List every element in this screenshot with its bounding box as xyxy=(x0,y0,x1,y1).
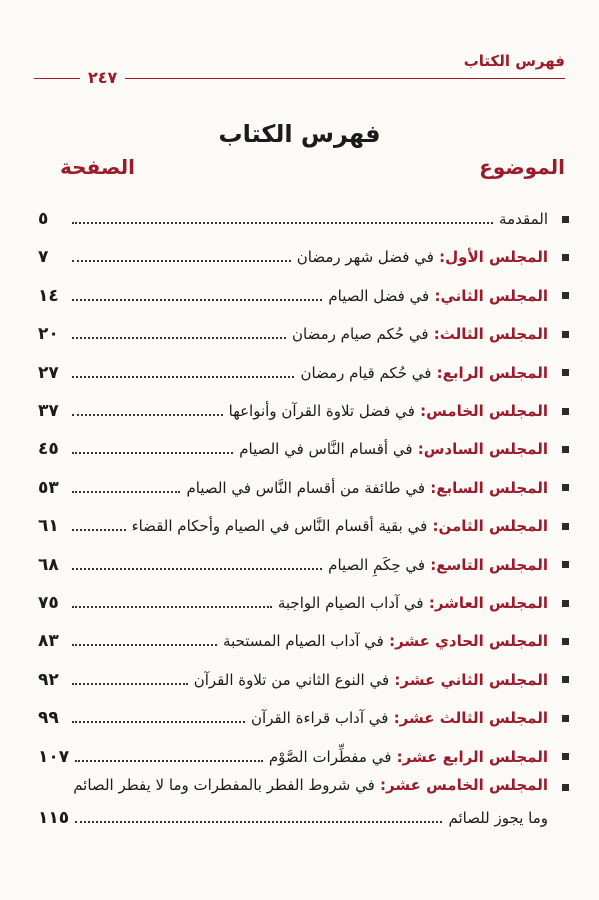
entry-continuation xyxy=(38,808,548,828)
page-title: فهرس الكتاب xyxy=(218,120,381,148)
entry-text xyxy=(38,776,548,794)
entry-page-number: ١٤ xyxy=(38,285,59,306)
toc-entry[interactable] xyxy=(38,546,569,584)
leader-dots xyxy=(75,760,263,762)
running-title: فهرس الكتاب xyxy=(463,52,565,70)
entry-title: في النوع الثاني من تلاوة القرآن xyxy=(193,670,390,689)
entry-text xyxy=(499,210,548,228)
page-number: ٢٤٧ xyxy=(80,68,125,87)
entry-text xyxy=(186,479,548,497)
entry-colon: : xyxy=(389,670,401,689)
entry-colon: : xyxy=(374,776,387,794)
toc-entry[interactable] xyxy=(38,392,569,430)
entry-text xyxy=(278,594,548,612)
entry-text xyxy=(239,440,548,458)
page-column-heading: الصفحة xyxy=(60,155,136,179)
toc-entry[interactable] xyxy=(38,507,569,545)
entry-colon: : xyxy=(425,478,437,497)
bullet-icon xyxy=(562,484,569,491)
leader-dots xyxy=(72,606,272,608)
entry-label: المجلس الثاني xyxy=(440,286,548,305)
entry-colon: : xyxy=(433,248,446,267)
bullet-icon xyxy=(562,331,569,338)
bullet-icon xyxy=(562,408,569,415)
entry-colon: : xyxy=(383,632,396,651)
subject-column-heading: الموضوع xyxy=(479,155,565,179)
entry-text xyxy=(269,748,548,766)
bullet-icon xyxy=(562,600,569,607)
entry-page-number: ٩٩ xyxy=(38,708,59,729)
entry-text xyxy=(328,556,548,574)
entry-label: المجلس الرابع xyxy=(442,363,548,382)
entry-title: في شروط الفطر بالمفطرات وما لا يفطر الصائم xyxy=(73,776,375,794)
bullet-icon xyxy=(562,446,569,453)
entry-page-number: ٤٥ xyxy=(38,439,59,460)
bullet-icon xyxy=(562,784,569,791)
toc-entry[interactable] xyxy=(38,776,569,836)
entry-title: في آداب الصيام الواجبة xyxy=(277,594,424,612)
toc-entry[interactable] xyxy=(38,622,569,660)
leader-dots xyxy=(75,821,442,823)
bullet-icon xyxy=(562,216,569,223)
toc-entry[interactable] xyxy=(38,200,569,238)
entry-title: في آداب الصيام المستحبة xyxy=(223,632,384,651)
entry-text xyxy=(328,287,548,305)
entry-text xyxy=(297,248,548,266)
entry-page-number: ١١٥ xyxy=(38,808,70,828)
entry-label: المجلس الثاني عشر xyxy=(400,670,548,689)
entry-page-number: ٢٧ xyxy=(38,362,59,383)
toc-entry[interactable] xyxy=(38,699,569,737)
entry-label: المجلس التاسع xyxy=(436,555,548,574)
leader-dots xyxy=(72,721,245,723)
entry-title-continued: وما يجوز للصائم xyxy=(448,809,548,827)
entry-colon: : xyxy=(423,594,435,612)
toc-entry[interactable] xyxy=(38,277,569,315)
entry-colon: : xyxy=(431,363,443,382)
entry-colon: : xyxy=(414,402,427,420)
entry-text xyxy=(194,671,548,689)
toc-entry[interactable] xyxy=(38,315,569,353)
entry-text xyxy=(251,709,548,727)
entry-title: في فضل تلاوة القرآن وأنواعها xyxy=(228,402,415,420)
entry-page-number: ٥٣ xyxy=(38,477,59,498)
leader-dots xyxy=(72,299,322,301)
entry-title: في طائفة من أقسام النَّاس في الصيام xyxy=(186,478,426,497)
leader-dots xyxy=(72,529,126,531)
entry-label: المجلس الثالث xyxy=(439,325,548,344)
leader-dots xyxy=(72,683,188,685)
bullet-icon xyxy=(562,676,569,683)
toc-entry[interactable] xyxy=(38,354,569,392)
entry-title: في فضل الصيام xyxy=(328,286,430,305)
entry-title: في مفطِّرات الصَّوْم xyxy=(268,747,392,766)
bullet-icon xyxy=(562,753,569,760)
entry-label: المجلس العاشر xyxy=(434,594,548,612)
entry-page-number: ٧٥ xyxy=(38,593,59,613)
entry-colon: : xyxy=(428,325,440,344)
entry-text xyxy=(292,325,548,343)
entry-page-number: ٢٠ xyxy=(38,324,59,345)
entry-page-number: ٧ xyxy=(38,247,49,268)
toc-entry[interactable] xyxy=(38,469,569,507)
entry-body xyxy=(38,776,548,828)
entry-text xyxy=(223,632,548,650)
bullet-icon xyxy=(562,638,569,645)
entry-title: في أقسام النَّاس في الصيام xyxy=(239,440,413,459)
leader-dots xyxy=(72,337,286,339)
entry-label: المجلس الرابع عشر xyxy=(402,747,548,766)
leader-dots xyxy=(72,491,180,493)
entry-colon: : xyxy=(427,517,439,536)
entry-label: المجلس الأول xyxy=(445,248,548,267)
entry-label: المجلس السابع xyxy=(436,478,548,497)
entry-page-number: ٩٢ xyxy=(38,669,59,690)
toc-entry[interactable] xyxy=(38,430,569,468)
entry-colon: : xyxy=(388,709,400,728)
entry-title: في آداب قراءة القرآن xyxy=(251,709,389,728)
toc-entry[interactable] xyxy=(38,738,569,776)
leader-dots xyxy=(72,376,294,378)
leader-dots xyxy=(72,222,493,224)
bullet-icon xyxy=(562,254,569,261)
entry-colon: : xyxy=(391,747,403,766)
entry-page-number: ٦١ xyxy=(38,516,59,537)
leader-dots xyxy=(72,644,217,646)
entry-title: في حِكَمِ الصيام xyxy=(328,555,426,574)
bullet-icon xyxy=(562,523,569,530)
entry-colon: : xyxy=(425,555,437,574)
entry-colon: : xyxy=(412,440,424,459)
entry-page-number: ٣٧ xyxy=(38,401,59,421)
toc-entry[interactable] xyxy=(38,238,569,276)
entry-colon: : xyxy=(429,286,441,305)
bullet-icon xyxy=(562,715,569,722)
entry-label: المجلس الثالث عشر xyxy=(399,709,548,728)
bullet-icon xyxy=(562,292,569,299)
entry-page-number: ٨٣ xyxy=(38,631,59,652)
bullet-icon xyxy=(562,561,569,568)
bullet-icon xyxy=(562,369,569,376)
entry-label: المجلس السادس xyxy=(423,440,548,459)
toc-entry[interactable] xyxy=(38,584,569,622)
entry-text xyxy=(132,517,548,535)
entry-text xyxy=(229,402,548,420)
leader-dots xyxy=(72,452,233,454)
entry-page-number: ٦٨ xyxy=(38,554,59,575)
entry-label: المجلس الخامس xyxy=(426,402,548,420)
entry-label: المجلس الخامس عشر xyxy=(386,776,548,794)
entry-title: في حُكم قيام رمضان xyxy=(300,363,432,382)
entry-title: في حُكم صيام رمضان xyxy=(292,325,429,344)
entry-title: في بقية أقسام النَّاس في الصيام وأحكام القضاء xyxy=(131,517,428,536)
leader-dots xyxy=(72,568,322,570)
entry-page-number: ١٠٧ xyxy=(38,746,70,767)
entry-page-number: ٥ xyxy=(38,209,49,229)
leader-dots xyxy=(72,260,291,262)
entry-title: المقدمة xyxy=(499,210,548,228)
toc-entry[interactable] xyxy=(38,661,569,699)
entry-label: المجلس الثامن xyxy=(438,517,548,536)
entry-label: المجلس الحادي عشر xyxy=(395,632,548,651)
leader-dots xyxy=(72,414,223,416)
entry-text xyxy=(300,364,548,382)
entry-title: في فضل شهر رمضان xyxy=(296,248,434,267)
